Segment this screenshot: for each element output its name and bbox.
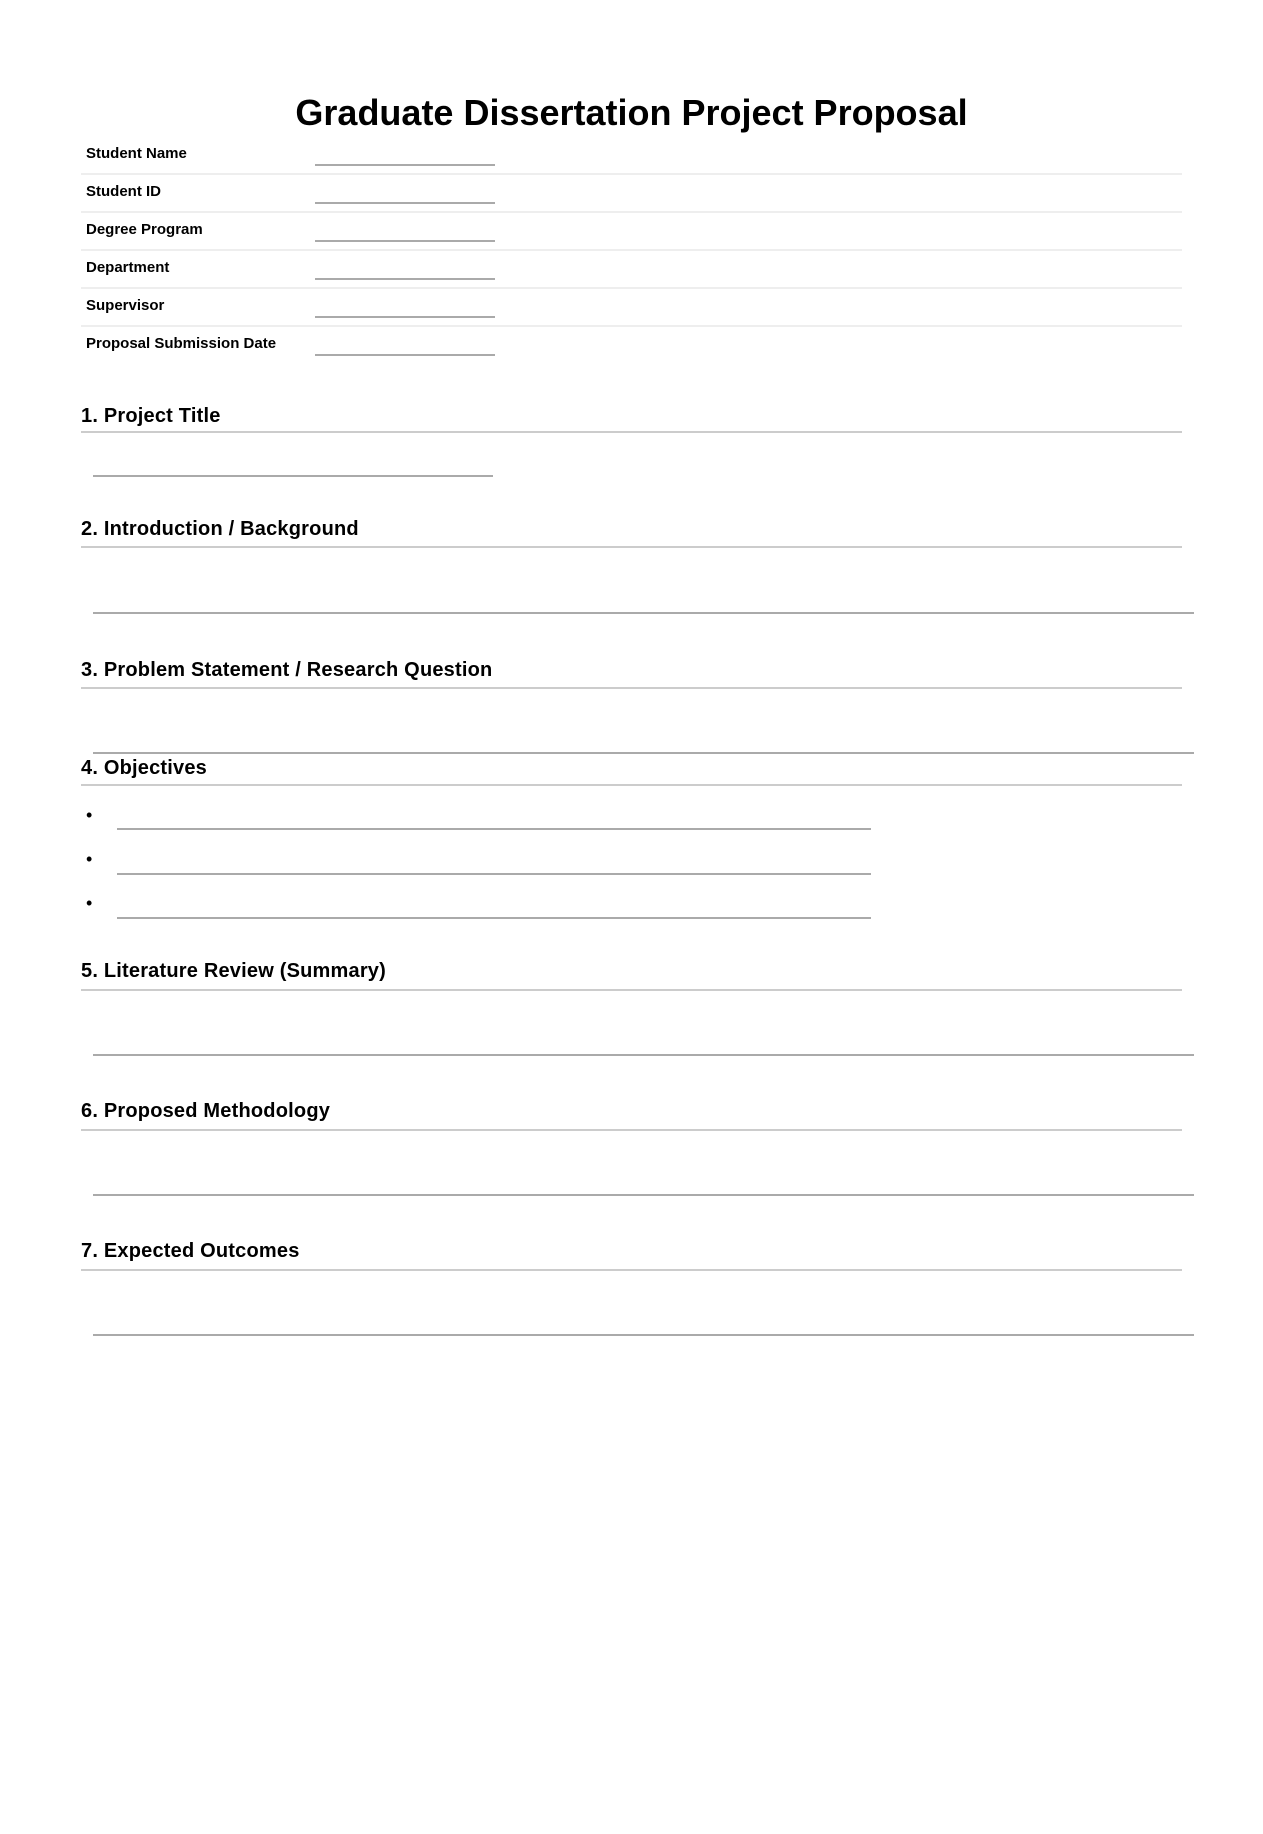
section-heading: 2. Introduction / Background bbox=[81, 518, 359, 540]
bullet-icon: • bbox=[86, 893, 93, 913]
expected-outcomes-textarea[interactable] bbox=[93, 1310, 1194, 1336]
objective-field-1[interactable] bbox=[117, 804, 871, 830]
heading-rule bbox=[81, 989, 1182, 991]
student-id-field[interactable] bbox=[315, 180, 495, 204]
section-heading: 3. Problem Statement / Research Question bbox=[81, 659, 493, 681]
introduction-textarea[interactable] bbox=[93, 588, 1194, 614]
objective-field-3[interactable] bbox=[117, 893, 871, 919]
objective-field-2[interactable] bbox=[117, 849, 871, 875]
heading-rule bbox=[81, 546, 1182, 548]
student-id-label: Student ID bbox=[86, 183, 161, 200]
bullet-icon: • bbox=[86, 849, 93, 869]
row-divider bbox=[81, 287, 1182, 289]
submission-date-field[interactable] bbox=[315, 332, 495, 356]
department-field[interactable] bbox=[315, 256, 495, 280]
row-divider bbox=[81, 325, 1182, 327]
literature-review-textarea[interactable] bbox=[93, 1030, 1194, 1056]
section-heading: 5. Literature Review (Summary) bbox=[81, 960, 386, 982]
section-heading: 7. Expected Outcomes bbox=[81, 1240, 300, 1262]
degree-program-label: Degree Program bbox=[86, 221, 203, 238]
row-divider bbox=[81, 249, 1182, 251]
heading-rule bbox=[81, 431, 1182, 433]
bullet-icon: • bbox=[86, 805, 93, 825]
problem-statement-textarea[interactable] bbox=[93, 728, 1194, 754]
heading-rule bbox=[81, 784, 1182, 786]
heading-rule bbox=[81, 1269, 1182, 1271]
section-heading: 4. Objectives bbox=[81, 757, 207, 779]
department-label: Department bbox=[86, 259, 170, 276]
supervisor-field[interactable] bbox=[315, 294, 495, 318]
page-title: Graduate Dissertation Project Proposal bbox=[295, 92, 968, 133]
heading-rule bbox=[81, 687, 1182, 689]
submission-date-label: Proposal Submission Date bbox=[86, 335, 277, 352]
section-heading: 6. Proposed Methodology bbox=[81, 1100, 331, 1122]
degree-program-field[interactable] bbox=[315, 218, 495, 242]
methodology-textarea[interactable] bbox=[93, 1170, 1194, 1196]
heading-rule bbox=[81, 1129, 1182, 1131]
row-divider bbox=[81, 173, 1182, 175]
student-name-field[interactable] bbox=[315, 142, 495, 166]
row-divider bbox=[81, 211, 1182, 213]
section-heading: 1. Project Title bbox=[81, 405, 221, 427]
project-title-field[interactable] bbox=[93, 451, 493, 477]
student-name-label: Student Name bbox=[86, 145, 187, 162]
supervisor-label: Supervisor bbox=[86, 297, 165, 314]
